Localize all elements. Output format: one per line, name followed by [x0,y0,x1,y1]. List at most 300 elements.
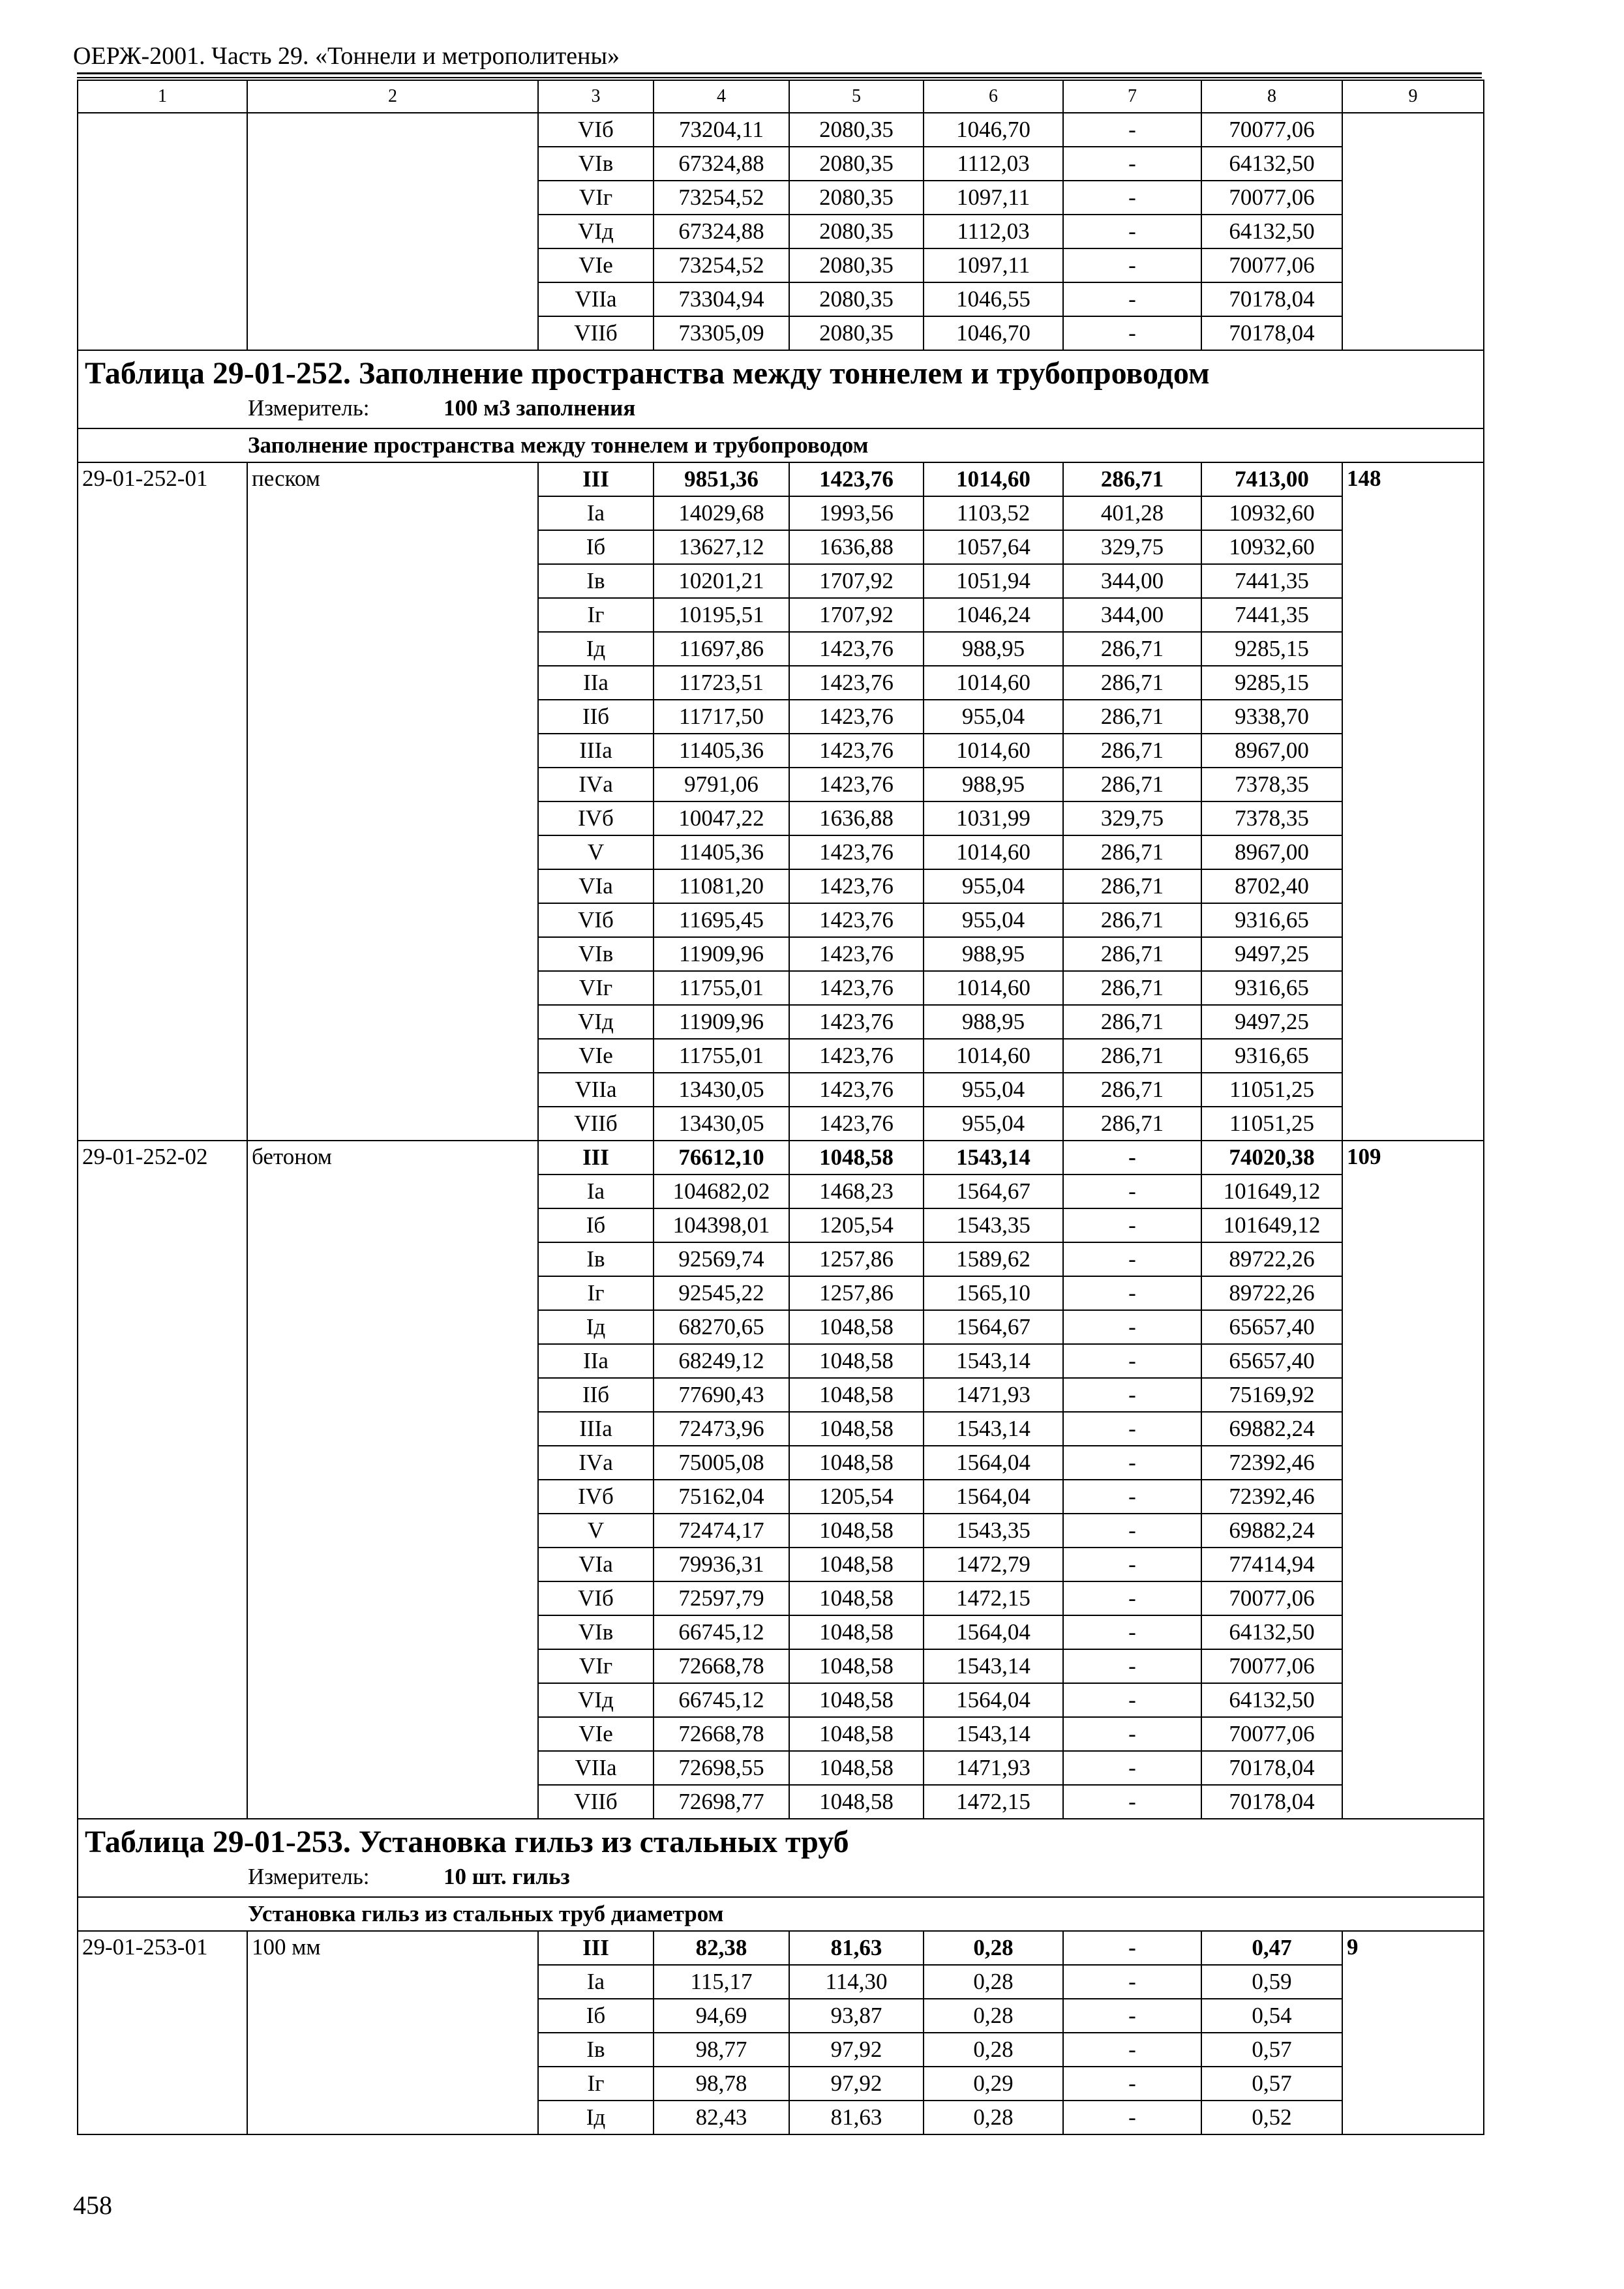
price-value: 89722,26 [1201,1276,1342,1310]
price-value: 13430,05 [654,1107,789,1141]
zone-code: Iд [538,632,654,666]
price-value: 70178,04 [1201,282,1342,316]
price-value: 1048,58 [789,1751,924,1785]
price-value: 1257,86 [789,1276,924,1310]
col9-value: 9 [1342,1931,1484,2134]
price-value: 1543,14 [924,1344,1063,1378]
price-value: 89722,26 [1201,1242,1342,1276]
price-value: - [1063,1581,1201,1615]
price-value: 0,57 [1201,2033,1342,2067]
price-value: 1051,94 [924,564,1063,598]
price-value: 1472,79 [924,1548,1063,1581]
price-value: 74020,38 [1201,1141,1342,1174]
column-number: 1 [78,80,247,113]
measure-label: Измеритель: [248,395,370,421]
price-value: 0,47 [1201,1931,1342,1965]
price-value: 2080,35 [789,147,924,181]
price-value: 9316,65 [1201,971,1342,1005]
price-value: 11695,45 [654,903,789,937]
running-header: ОЕРЖ-2001. Часть 29. «Тоннели и метрополитены» [73,42,620,70]
price-value: 10201,21 [654,564,789,598]
zone-code: Iв [538,2033,654,2067]
price-value: 955,04 [924,1107,1063,1141]
zone-code: Iг [538,1276,654,1310]
price-value: 67324,88 [654,215,789,248]
zone-code: Iд [538,1310,654,1344]
zone-code: VIб [538,1581,654,1615]
price-value: 286,71 [1063,1039,1201,1073]
price-value: 1543,14 [924,1649,1063,1683]
price-value: 0,52 [1201,2101,1342,2134]
measure-value: 100 м3 заполнения [444,395,636,421]
zone-code: VIа [538,1548,654,1581]
zone-code: III [538,1141,654,1174]
price-value: 1471,93 [924,1378,1063,1412]
price-value: 1543,35 [924,1514,1063,1548]
price-value: 64132,50 [1201,1683,1342,1717]
price-value: 72698,55 [654,1751,789,1785]
price-value: 1423,76 [789,1039,924,1073]
item-name [247,113,538,350]
zone-code: VIе [538,1717,654,1751]
column-number: 6 [924,80,1063,113]
col9-value [1342,113,1484,350]
table-title-row [78,350,1484,428]
price-value: 1014,60 [924,971,1063,1005]
price-value: 1423,76 [789,869,924,903]
price-value: 1565,10 [924,1276,1063,1310]
measure-line [85,394,1483,423]
item-code: 29-01-252-02 [78,1141,247,1819]
zone-code: VIг [538,1649,654,1683]
price-value: 1046,70 [924,316,1063,350]
price-value: 955,04 [924,1073,1063,1107]
price-value: 0,28 [924,1931,1063,1965]
price-value: 9285,15 [1201,632,1342,666]
column-number-row [78,80,1484,113]
table-subtitle: Установка гильз из стальных труб диаметром [78,1897,1484,1931]
price-value: - [1063,113,1201,147]
price-value: 11405,36 [654,734,789,768]
zone-code: IVа [538,1446,654,1480]
table-title: Таблица 29-01-253. Установка гильз из стальных труб [85,1825,849,1859]
price-value: - [1063,1514,1201,1548]
price-value: 65657,40 [1201,1310,1342,1344]
price-value: 97,92 [789,2033,924,2067]
price-value: 1048,58 [789,1548,924,1581]
column-number: 3 [538,80,654,113]
price-value: 93,87 [789,1999,924,2033]
price-value: 1014,60 [924,1039,1063,1073]
item-name: 100 мм [247,1931,538,2134]
price-value: 286,71 [1063,869,1201,903]
price-value: 11755,01 [654,971,789,1005]
price-value: 1112,03 [924,215,1063,248]
price-value: 11723,51 [654,666,789,700]
price-value: 1048,58 [789,1446,924,1480]
price-value: 1205,54 [789,1208,924,1242]
price-value: - [1063,181,1201,215]
zone-code: IIа [538,666,654,700]
price-value: 72473,96 [654,1412,789,1446]
price-value: 11697,86 [654,632,789,666]
price-value: 75005,08 [654,1446,789,1480]
price-value: 988,95 [924,768,1063,801]
zone-code: IIIа [538,1412,654,1446]
price-value: 94,69 [654,1999,789,2033]
price-value: 1707,92 [789,564,924,598]
table-title-cell [78,1819,1484,1897]
price-value: - [1063,147,1201,181]
price-value: - [1063,1480,1201,1514]
price-value: 1112,03 [924,147,1063,181]
price-value: - [1063,1785,1201,1819]
price-value: - [1063,2101,1201,2134]
zone-code: Iд [538,2101,654,2134]
price-value: 70178,04 [1201,316,1342,350]
price-value: 286,71 [1063,1107,1201,1141]
zone-code: VIIб [538,1107,654,1141]
price-value: 1048,58 [789,1514,924,1548]
price-value: 1423,76 [789,666,924,700]
item-name: песком [247,462,538,1141]
price-value: 7441,35 [1201,564,1342,598]
price-value: 286,71 [1063,971,1201,1005]
price-value: 1048,58 [789,1310,924,1344]
price-value: 1472,15 [924,1785,1063,1819]
price-value: 1589,62 [924,1242,1063,1276]
price-value: 1564,04 [924,1480,1063,1514]
price-value: 1472,15 [924,1581,1063,1615]
price-value: 1423,76 [789,768,924,801]
price-value: 79936,31 [654,1548,789,1581]
price-value: 92545,22 [654,1276,789,1310]
measure-line [85,1863,1483,1891]
price-value: 1046,55 [924,282,1063,316]
price-value: 8702,40 [1201,869,1342,903]
price-value: 7378,35 [1201,801,1342,835]
price-value: 1468,23 [789,1174,924,1208]
zone-code: VIв [538,147,654,181]
table-subtitle-row [78,428,1484,462]
price-value: 1014,60 [924,666,1063,700]
price-value: 7441,35 [1201,598,1342,632]
price-value: 0,28 [924,2033,1063,2067]
price-value: 1048,58 [789,1378,924,1412]
price-value: 1048,58 [789,1649,924,1683]
price-value: 1543,14 [924,1412,1063,1446]
item-code: 29-01-253-01 [78,1931,247,2134]
price-value: 1423,76 [789,971,924,1005]
price-value: 9316,65 [1201,903,1342,937]
price-value: 329,75 [1063,801,1201,835]
zone-code: Iа [538,1174,654,1208]
measure-value: 10 шт. гильз [444,1864,570,1889]
table-title: Таблица 29-01-252. Заполнение пространства между тоннелем и трубопроводом [85,356,1210,391]
page-number: 458 [73,2191,112,2220]
price-value: 9791,06 [654,768,789,801]
price-value: 70178,04 [1201,1751,1342,1785]
price-value: - [1063,1174,1201,1208]
price-value: 70077,06 [1201,113,1342,147]
price-value: 2080,35 [789,215,924,248]
price-value: 2080,35 [789,248,924,282]
price-value: - [1063,1276,1201,1310]
price-value: 1564,04 [924,1683,1063,1717]
price-value: - [1063,1615,1201,1649]
price-value: 73304,94 [654,282,789,316]
price-value: 81,63 [789,1931,924,1965]
zone-code: III [538,1931,654,1965]
price-value: 68249,12 [654,1344,789,1378]
price-value: 955,04 [924,903,1063,937]
zone-code: IIб [538,700,654,734]
price-value: 75169,92 [1201,1378,1342,1412]
price-value: 13430,05 [654,1073,789,1107]
zone-code: Iа [538,1965,654,1999]
price-value: 64132,50 [1201,147,1342,181]
price-value: - [1063,1446,1201,1480]
price-value: 955,04 [924,869,1063,903]
price-value: - [1063,1548,1201,1581]
price-value: 10932,60 [1201,530,1342,564]
price-value: 1423,76 [789,632,924,666]
price-value: - [1063,1412,1201,1446]
price-value: 1031,99 [924,801,1063,835]
price-value: - [1063,1965,1201,1999]
zone-code: IIб [538,1378,654,1412]
price-value: 1048,58 [789,1683,924,1717]
price-value: - [1063,1999,1201,2033]
price-value: 1564,04 [924,1615,1063,1649]
zone-code: VIIа [538,1073,654,1107]
zone-code: VIа [538,869,654,903]
zone-code: V [538,1514,654,1548]
price-value: 75162,04 [654,1480,789,1514]
price-value: 1423,76 [789,462,924,496]
price-value: 66745,12 [654,1683,789,1717]
price-value: 2080,35 [789,113,924,147]
price-value: 72668,78 [654,1717,789,1751]
column-number: 5 [789,80,924,113]
price-value: 77690,43 [654,1378,789,1412]
price-value: 286,71 [1063,632,1201,666]
price-value: 988,95 [924,632,1063,666]
price-value: 104398,01 [654,1208,789,1242]
price-value: 1048,58 [789,1581,924,1615]
col9-value: 109 [1342,1141,1484,1819]
price-value: 0,54 [1201,1999,1342,2033]
price-value: 11405,36 [654,835,789,869]
price-value: 11909,96 [654,1005,789,1039]
price-value: 72392,46 [1201,1480,1342,1514]
column-number: 8 [1201,80,1342,113]
price-value: 2080,35 [789,316,924,350]
price-value: 73254,52 [654,181,789,215]
price-value: 1471,93 [924,1751,1063,1785]
table-row [78,113,1484,147]
price-value: 82,43 [654,2101,789,2134]
price-value: 98,78 [654,2067,789,2101]
price-value: 64132,50 [1201,1615,1342,1649]
zone-code: IIIа [538,734,654,768]
price-value: 8967,00 [1201,835,1342,869]
price-value: 1046,70 [924,113,1063,147]
price-value: 0,28 [924,1965,1063,1999]
price-value: 1423,76 [789,937,924,971]
price-value: 2080,35 [789,282,924,316]
price-value: 82,38 [654,1931,789,1965]
zone-code: IVа [538,768,654,801]
price-value: - [1063,1310,1201,1344]
zone-code: Iг [538,2067,654,2101]
measure-label: Измеритель: [248,1864,370,1889]
price-value: 286,71 [1063,768,1201,801]
price-value: 401,28 [1063,496,1201,530]
price-value: 70077,06 [1201,248,1342,282]
price-value: 1048,58 [789,1412,924,1446]
price-value: - [1063,1751,1201,1785]
price-value: 115,17 [654,1965,789,1999]
price-value: 64132,50 [1201,215,1342,248]
price-value: 329,75 [1063,530,1201,564]
zone-code: IVб [538,1480,654,1514]
price-value: 72597,79 [654,1581,789,1615]
price-value: 9285,15 [1201,666,1342,700]
price-value: 1423,76 [789,1073,924,1107]
price-value: 1097,11 [924,248,1063,282]
price-value: 73254,52 [654,248,789,282]
price-value: 10047,22 [654,801,789,835]
price-value: 9497,25 [1201,1005,1342,1039]
zone-code: Iв [538,1242,654,1276]
price-value: 9338,70 [1201,700,1342,734]
zone-code: VIIб [538,316,654,350]
price-value: 69882,24 [1201,1514,1342,1548]
zone-code: Iб [538,1208,654,1242]
price-value: 286,71 [1063,1005,1201,1039]
zone-code: VIд [538,215,654,248]
price-value: 70077,06 [1201,1581,1342,1615]
price-value: 955,04 [924,700,1063,734]
price-value: 1564,67 [924,1174,1063,1208]
zone-code: VIе [538,248,654,282]
price-value: 72668,78 [654,1649,789,1683]
price-value: 1543,35 [924,1208,1063,1242]
price-value: 9497,25 [1201,937,1342,971]
price-value: 72474,17 [654,1514,789,1548]
price-value: 988,95 [924,937,1063,971]
table-title-row [78,1819,1484,1897]
column-number: 7 [1063,80,1201,113]
price-value: 81,63 [789,2101,924,2134]
zone-code: VIд [538,1005,654,1039]
price-value: 286,71 [1063,462,1201,496]
price-value: 11051,25 [1201,1107,1342,1141]
price-value: 14029,68 [654,496,789,530]
price-value: 988,95 [924,1005,1063,1039]
price-value: 101649,12 [1201,1174,1342,1208]
price-value: 0,28 [924,1999,1063,2033]
price-value: 13627,12 [654,530,789,564]
header-rule [77,77,1482,78]
zone-code: Iб [538,1999,654,2033]
price-value: 1636,88 [789,530,924,564]
zone-code: VIIб [538,1785,654,1819]
price-value: - [1063,1649,1201,1683]
price-value: - [1063,248,1201,282]
price-value: 1993,56 [789,496,924,530]
price-value: - [1063,1931,1201,1965]
price-value: 73204,11 [654,113,789,147]
table-row [78,462,1484,496]
zone-code: VIб [538,113,654,147]
price-value: 97,92 [789,2067,924,2101]
price-value: 10195,51 [654,598,789,632]
price-value: 0,59 [1201,1965,1342,1999]
price-value: - [1063,1242,1201,1276]
price-value: 76612,10 [654,1141,789,1174]
price-value: 1423,76 [789,835,924,869]
zone-code: VIIа [538,1751,654,1785]
price-value: 70077,06 [1201,1649,1342,1683]
price-value: 2080,35 [789,181,924,215]
col9-value: 148 [1342,462,1484,1141]
zone-code: VIв [538,937,654,971]
price-value: - [1063,316,1201,350]
zone-code: IVб [538,801,654,835]
item-code: 29-01-252-01 [78,462,247,1141]
price-value: 1097,11 [924,181,1063,215]
price-value: 11717,50 [654,700,789,734]
price-value: 344,00 [1063,564,1201,598]
zone-code: VIб [538,903,654,937]
table-subtitle-row [78,1897,1484,1931]
price-value: 68270,65 [654,1310,789,1344]
price-table [77,80,1484,2135]
column-number: 2 [247,80,538,113]
zone-code: IIа [538,1344,654,1378]
price-value: 67324,88 [654,147,789,181]
price-value: 1014,60 [924,835,1063,869]
price-value: 1423,76 [789,700,924,734]
price-value: 7413,00 [1201,462,1342,496]
price-value: 1543,14 [924,1717,1063,1751]
price-value: 1014,60 [924,462,1063,496]
price-value: 344,00 [1063,598,1201,632]
price-value: 286,71 [1063,835,1201,869]
price-value: 72698,77 [654,1785,789,1819]
price-value: 1048,58 [789,1785,924,1819]
price-value: - [1063,2067,1201,2101]
price-value: 11081,20 [654,869,789,903]
price-value: 286,71 [1063,700,1201,734]
price-value: - [1063,1344,1201,1378]
price-value: - [1063,215,1201,248]
zone-code: Iг [538,598,654,632]
price-value: 92569,74 [654,1242,789,1276]
column-number: 4 [654,80,789,113]
price-value: - [1063,1378,1201,1412]
price-value: - [1063,1717,1201,1751]
table-subtitle: Заполнение пространства между тоннелем и трубопроводом [78,428,1484,462]
table-title-cell [78,350,1484,428]
price-value: 1423,76 [789,734,924,768]
price-value: 1564,04 [924,1446,1063,1480]
price-value: 1048,58 [789,1615,924,1649]
price-value: - [1063,1208,1201,1242]
price-value: 7378,35 [1201,768,1342,801]
